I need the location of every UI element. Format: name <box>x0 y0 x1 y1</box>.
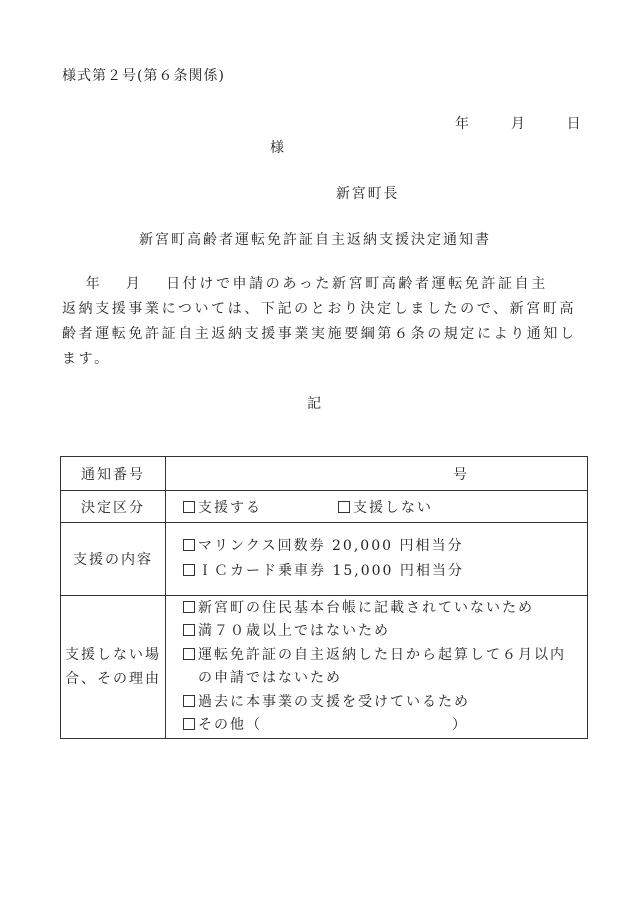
checkbox-icon[interactable] <box>183 695 195 707</box>
reason-item-residence-label: 新宮町の住民基本台帳に記載されていないため <box>198 599 534 616</box>
checkbox-icon[interactable] <box>183 601 195 613</box>
date-line <box>455 114 582 134</box>
support-option-ic-card[interactable] <box>183 559 587 584</box>
checkbox-icon[interactable] <box>183 564 195 576</box>
checkbox-icon[interactable] <box>338 501 350 513</box>
decision-table <box>60 456 588 739</box>
table-row-decision <box>61 491 588 523</box>
notice-number-suffix: 号 <box>453 466 469 483</box>
checkbox-icon[interactable] <box>183 718 195 730</box>
decision-option-deny-label: 支援しない <box>353 499 433 516</box>
form-number: 様式第２号(第６条関係) <box>62 68 225 84</box>
reason-label <box>61 596 166 739</box>
support-content-options <box>166 523 588 596</box>
checkbox-icon[interactable] <box>183 648 195 660</box>
support-option-marinx[interactable] <box>183 534 587 559</box>
table-row-support-content <box>61 523 588 596</box>
decision-label: 決定区分 <box>61 491 166 523</box>
issuer: 新宮町長 <box>336 186 400 202</box>
table-row-reason <box>61 596 588 739</box>
decision-option-deny[interactable] <box>338 497 433 517</box>
notice-number-field <box>166 457 588 491</box>
reason-label-line-2: 合、その理由 <box>65 671 161 687</box>
notice-number-label: 通知番号 <box>61 457 166 491</box>
reason-item-age[interactable] <box>183 620 587 644</box>
reason-label-line-1: 支援しない場 <box>65 647 161 663</box>
body-line-1: 年 月 日付けで申請のあった新宮町高齢者運転免許証自主 <box>62 276 548 292</box>
ki-heading: 記 <box>307 396 323 412</box>
decision-option-approve[interactable] <box>183 497 262 517</box>
checkbox-icon[interactable] <box>183 624 195 636</box>
reason-item-deadline-label: 運転免許証の自主返納した日から起算して６月以内 <box>198 646 566 663</box>
decision-option-approve-label: 支援する <box>198 499 262 516</box>
body-text <box>62 272 577 372</box>
support-content-label: 支援の内容 <box>61 523 166 596</box>
reason-item-deadline-continued: の申請ではないため <box>198 670 342 686</box>
reason-items <box>166 596 588 739</box>
decision-options <box>166 491 588 523</box>
date-day: 日 <box>566 116 583 132</box>
date-month: 月 <box>510 116 527 132</box>
document-title: 新宮町高齢者運転免許証自主返納支援決定通知書 <box>139 232 491 248</box>
reason-item-other[interactable] <box>183 714 587 738</box>
support-option-marinx-label: マリンクス回数券 20,000 円相当分 <box>198 538 464 554</box>
reason-item-age-label: 満７０歳以上ではないため <box>198 623 390 639</box>
body-line-3: 齢者運転免許証自主返納支援事業実施要綱第６条の規定により通知し <box>62 326 577 342</box>
body-line-2: 返納支援事業については、下記のとおり決定しましたので、新宮町高 <box>62 301 577 317</box>
reason-item-previous[interactable] <box>183 691 587 715</box>
body-line-4: ます。 <box>62 351 111 367</box>
reason-item-residence[interactable] <box>183 597 587 621</box>
support-option-ic-card-label: ＩＣカード乗車券 15,000 円相当分 <box>198 563 464 579</box>
checkbox-icon[interactable] <box>183 501 195 513</box>
addressee-suffix: 様 <box>270 140 286 156</box>
date-year: 年 <box>455 116 471 132</box>
reason-item-deadline[interactable] <box>183 644 587 668</box>
reason-item-other-label: その他（ <box>198 717 262 733</box>
checkbox-icon[interactable] <box>183 539 195 551</box>
reason-item-previous-label: 過去に本事業の支援を受けているため <box>198 693 470 710</box>
table-row-notice-number <box>61 457 588 491</box>
reason-other-close: ） <box>452 717 468 733</box>
